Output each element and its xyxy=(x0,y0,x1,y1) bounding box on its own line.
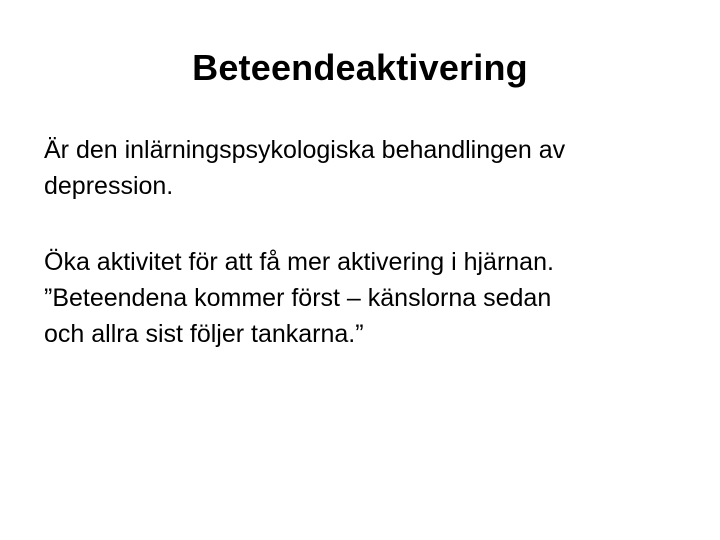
slide-body xyxy=(44,132,684,352)
paragraph-line: Öka aktivitet för att få mer aktivering i hjärnan. xyxy=(44,248,554,276)
paragraph-line: depression. xyxy=(44,172,174,200)
paragraph-line: Är den inlärningspsykologiska behandlingen av xyxy=(44,136,566,164)
paragraph-line: och allra sist följer tankarna.” xyxy=(44,320,364,348)
paragraph-line: ”Beteendena kommer först – känslorna sedan xyxy=(44,284,552,312)
slide-title: Beteendeaktivering xyxy=(192,47,528,88)
paragraph-principle xyxy=(44,244,684,352)
paragraph-definition xyxy=(44,132,684,204)
